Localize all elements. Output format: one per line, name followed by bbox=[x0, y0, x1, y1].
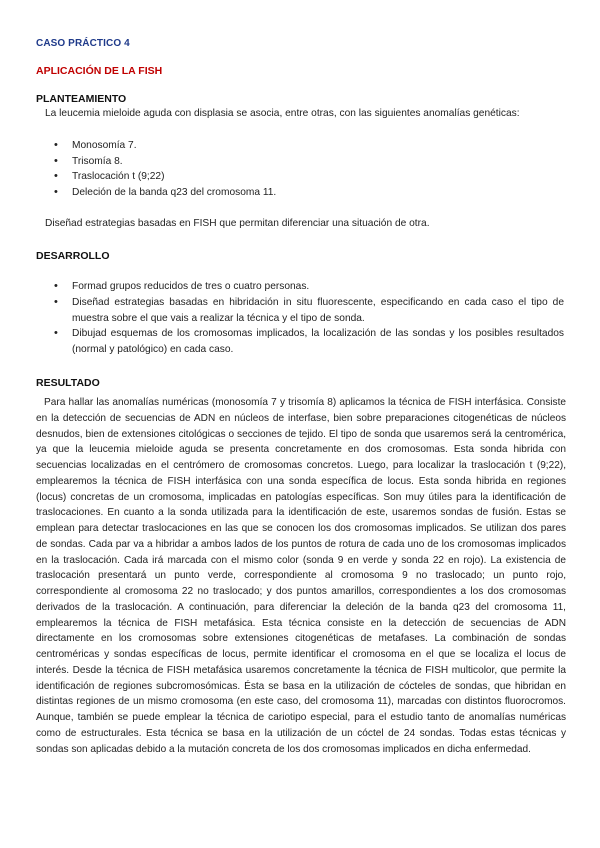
case-title: CASO PRÁCTICO 4 bbox=[36, 38, 130, 49]
desarrollo-list bbox=[54, 279, 564, 358]
planteamiento-heading: PLANTEAMIENTO bbox=[36, 93, 127, 105]
resultado-text: Para hallar las anomalías numéricas (monosomía 7 y trisomía 8) aplicamos la técnica de FISH interfásica. Consiste en la detección de secuencias de ADN en núcleos de interfase, bien sobre preparaciones citogenéticas de núcleos desnudos, bien de extensiones citológicas o secciones de tejido. El tipo de sonda que usaremos será la centromérica, ya que la leucemia mieloide aguda se presenta concretamente en dos cromosomas. Esta sonda hibrida con secuencias localizadas en el centrómero de cromosomas concretos. Luego, para localizar la traslocación t (9;22), emplearemos la técnica de FISH interfásica con una sonda específica de locus. Esta sonda hibrida en regiones (locus) concretas de un cromosoma, implicadas en patologías específicas. Son muy útiles para la identificación de traslocaciones. En cuanto a la sonda utilizada para la identificación de este, usaremos sondas de fusión. Estas se emplean para detectar traslocaciones en las que se conocen los dos cromosomas implicados. Se utilizan dos pares de sondas. Cada par va a hibridar a ambos lados de los puntos de rotura de cada uno de los cromosomas implicados en la traslocación. Cada irá marcada con el mismo color (sonda 9 en verde y sonda 22 en rojo). La existencia de traslocación presentará un punto verde, correspondiente al cromosoma 9 no traslocado; un punto rojo, correspondiente al cromosoma 22 no traslocado; y dos puntos amarillos, correspondientes a los dos cromosomas derivados de la traslocación. A continuación, para diferenciar la deleción de la banda q23 del cromosoma 11, emplearemos la técnica de FISH metafásica. Esta técnica consiste en la detección de secuencias de ADN directamente en los cromosomas sobre extensiones citogenéticas de metafases. La combinación de sondas centroméricas y sondas específicas de locus, permite identificar el cromosoma en el que se localiza el locus de interés. Desde la técnica de FISH metafásica usaremos concretamente la técnica de FISH multicolor, que permite la identificación de regiones subcromosómicas. Ésta se basa en la utilización de cócteles de sondas, que hibridan en distintas regiones de un mismo cromosoma (en este caso, del cromosoma 11), marcadas con distintos fluorocromos. Aunque, también se puede emplear la técnica de cariotipo especial, para el estudio tanto de anomalías numéricas como de estructurales. Esta técnica se basa en la utilización de un cóctel de 24 sondas. Todas estas técnicas y sondas son aplicadas debido a la mutación concreta de los dos cromosomas implicados en dicha enfermedad. bbox=[36, 397, 566, 755]
list-item: • Monosomía 7. bbox=[54, 138, 554, 154]
list-item: • Trisomía 8. bbox=[54, 154, 554, 170]
planteamiento-closing: Diseñad estrategias basadas en FISH que permitan diferenciar una situación de otra. bbox=[45, 218, 430, 229]
list-item: • Traslocación t (9;22) bbox=[54, 169, 554, 185]
list-item: • Deleción de la banda q23 del cromosoma 11. bbox=[54, 185, 554, 201]
anomalies-list bbox=[54, 138, 554, 200]
list-item: • Formad grupos reducidos de tres o cuatro personas. bbox=[54, 279, 564, 295]
document-title: APLICACIÓN DE LA FISH bbox=[36, 65, 163, 77]
list-item: • Dibujad esquemas de los cromosomas implicados, la localización de las sondas y los posibles resultados (normal y patológico) en cada caso. bbox=[54, 326, 564, 358]
resultado-heading: RESULTADO bbox=[36, 377, 100, 389]
desarrollo-heading: DESARROLLO bbox=[36, 250, 110, 262]
planteamiento-intro: La leucemia mieloide aguda con displasia se asocia, entre otras, con las siguientes anomalías genéticas: bbox=[45, 108, 520, 119]
list-item: • Diseñad estrategias basadas en hibridación in situ fluorescente, especificando en cada caso el tipo de muestra sobre el que vais a realizar la técnica y el tipo de sonda. bbox=[54, 295, 564, 327]
